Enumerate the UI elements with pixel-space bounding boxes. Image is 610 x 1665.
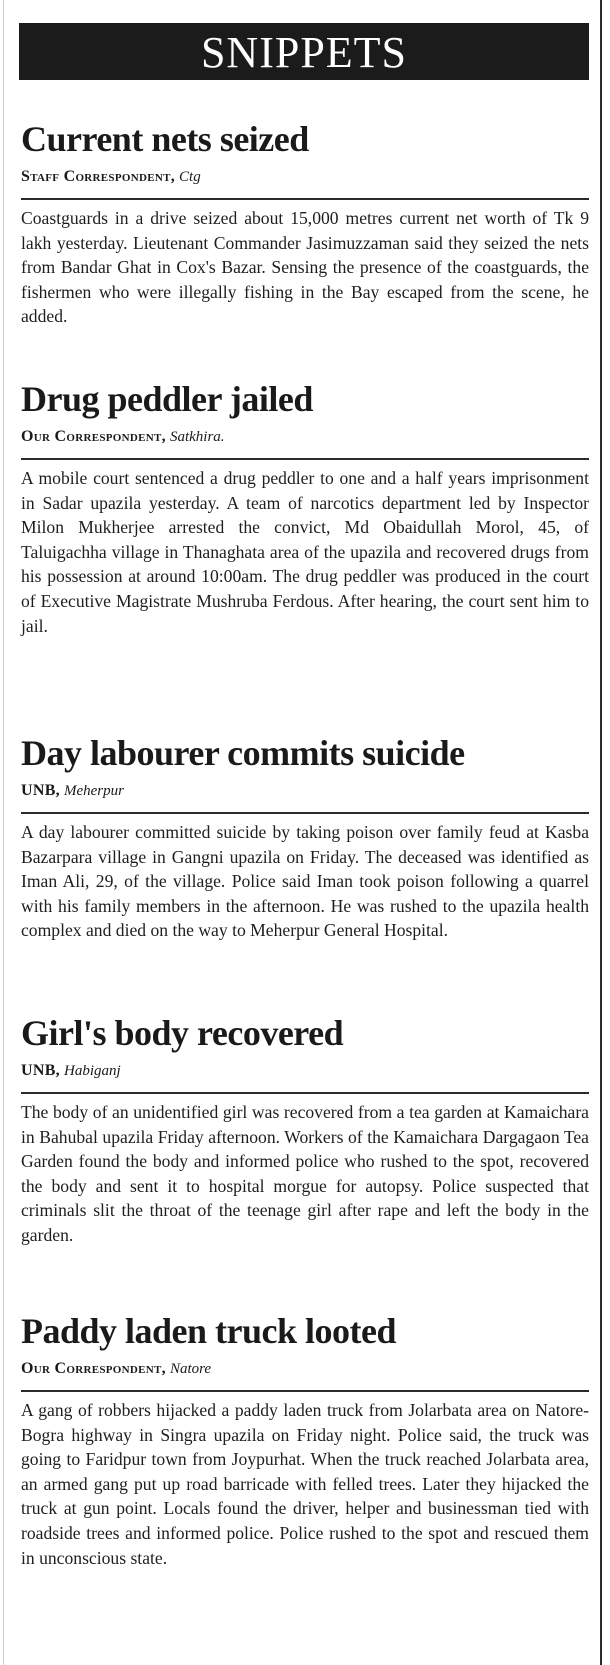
story-divider [21,1092,589,1094]
byline-source: Our Correspondent, [21,428,166,445]
byline-place: Meherpur [63,783,124,799]
story-divider [21,198,589,200]
story-divider [21,458,589,460]
byline-place: Natore [169,1361,212,1377]
story-byline [21,780,589,802]
byline-source: UNB, [21,1062,60,1079]
story-body: Coastguards in a drive seized about 15,000 metres current net worth of Tk 9 lakh yesterday. Lieutenant Commander Jasimuzzaman said they seized the nets from Bandar Ghat in Cox's Bazar. Sensing the presence of the coastguards, the fishermen who were illegally fishing in the Bay escaped from the scene, he added. [21,208,589,327]
story-day-labourer-commits-suicide [21,732,589,941]
story-girls-body-recovered [21,1012,589,1245]
story-byline [21,1358,589,1380]
story-headline: Drug peddler jailed [21,379,313,419]
story-body: A gang of robbers hijacked a paddy laden truck from Jolarbata area on Natore-Bogra highway in Singra upazila on Friday night. Police said, the truck was going to Faridpur town from Joypurhat. When the truck reached Jolarbata area, an armed gang put up road barricade with felled trees. Later they hijacked the truck at gun point. Locals found the driver, helper and businessman tied with roadside trees and informed police. Police rushed to the spot and rescued them in unconscious state. [21,1400,589,1568]
story-drug-peddler-jailed [21,378,589,636]
story-divider [21,812,589,814]
story-body: A mobile court sentenced a drug peddler to one and a half years imprisonment in Sadar upazila yesterday. A team of narcotics department led by Inspector Milon Mukherjee arrested the convict, Md Obaidullah Morol, 45, of Taluigachha village in Thanaghata area of the upazila and recovered drugs from his possession at around 10:00am. The drug peddler was produced in the court of Executive Magistrate Mushruba Ferdous. After hearing, the court sent him to jail. [21,468,589,636]
story-byline [21,426,589,448]
story-byline [21,166,589,188]
byline-source: UNB, [21,782,60,799]
story-byline [21,1060,589,1082]
story-current-nets-seized [21,118,589,327]
story-headline: Paddy laden truck looted [21,1311,397,1351]
right-column-rule [600,0,602,1665]
story-body: A day labourer committed suicide by taking poison over family feud at Kasba Bazarpara village in Gangni upazila on Friday. The deceased was identified as Iman Ali, 29, of the village. Police said Iman took poison following a quarrel with his family members in the afternoon. He was rushed to the upazila health complex and died on the way to Meherpur General Hospital. [21,822,589,941]
byline-source: Our Correspondent, [21,1360,166,1377]
byline-source: Staff Correspondent, [21,168,176,185]
byline-place: Ctg [179,169,201,185]
story-headline: Day labourer commits suicide [21,733,465,773]
story-paddy-laden-truck-looted [21,1310,589,1568]
story-body: The body of an unidentified girl was recovered from a tea garden at Kamaichara in Bahubal upazila Friday afternoon. Workers of the Kamaichara Dargagaon Tea Garden found the body and informed police who rushed to the spot, recovered the body and sent it to hospital morgue for autopsy. Police suspected that criminals slit the throat of the teenage girl after rape and left the body in the garden. [21,1102,589,1245]
byline-place: Habiganj [63,1063,121,1079]
story-divider [21,1390,589,1392]
byline-place: Satkhira. [169,429,225,445]
story-headline: Current nets seized [21,119,309,159]
story-headline: Girl's body recovered [21,1013,344,1053]
section-masthead: SNIPPETS [19,23,589,80]
left-column-rule [3,0,4,1665]
